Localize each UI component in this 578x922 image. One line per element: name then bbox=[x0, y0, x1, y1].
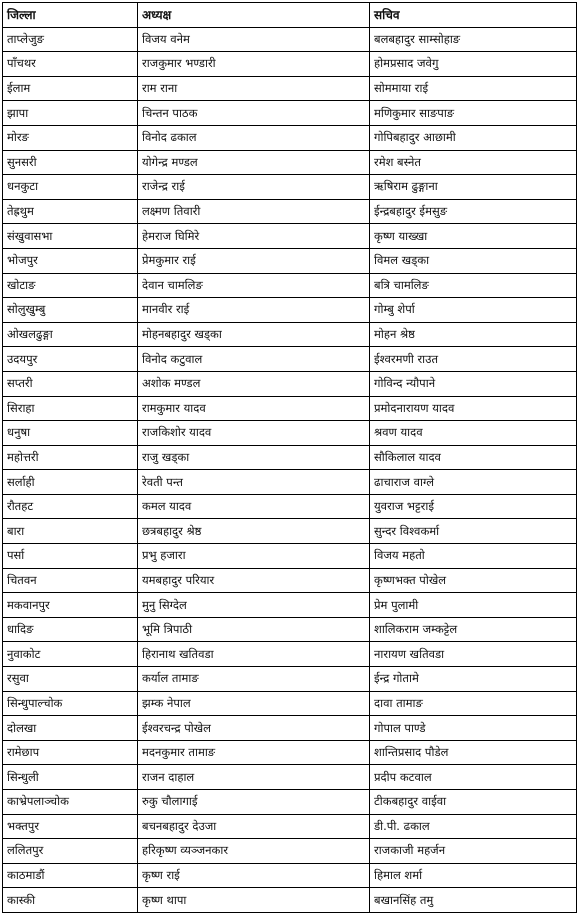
secretary-cell: राजकाजी महर्जन bbox=[370, 839, 577, 864]
district-cell: सिन्धुली bbox=[3, 765, 138, 790]
chairperson-cell: बचनबहादुर देउजा bbox=[138, 814, 370, 839]
district-cell: रामेछाप bbox=[3, 740, 138, 765]
district-cell: धादिङ bbox=[3, 617, 138, 642]
table-row bbox=[3, 199, 577, 224]
district-cell: महोत्तरी bbox=[3, 445, 138, 470]
table-row bbox=[3, 76, 577, 101]
table-row bbox=[3, 839, 577, 864]
chairperson-cell: राजकिशोर यादव bbox=[138, 421, 370, 446]
table-row bbox=[3, 52, 577, 77]
chairperson-cell: राम राना bbox=[138, 76, 370, 101]
chairperson-cell: देवान चामलिङ bbox=[138, 273, 370, 298]
secretary-cell: डी.पी. ढकाल bbox=[370, 814, 577, 839]
secretary-cell: दावा तामाङ bbox=[370, 691, 577, 716]
table-row bbox=[3, 470, 577, 495]
secretary-cell: विमल खड्का bbox=[370, 248, 577, 273]
district-cell: भक्तपुर bbox=[3, 814, 138, 839]
table-row bbox=[3, 617, 577, 642]
district-cell: काठमाडौं bbox=[3, 863, 138, 888]
secretary-cell: गोपाल पाण्डे bbox=[370, 716, 577, 741]
secretary-cell: बलबहादुर साम्सोहाङ bbox=[370, 27, 577, 52]
table-row bbox=[3, 322, 577, 347]
table-row bbox=[3, 544, 577, 569]
table-row bbox=[3, 125, 577, 150]
header-secretary: सचिव bbox=[370, 3, 577, 28]
table-row bbox=[3, 371, 577, 396]
chairperson-cell: योगेन्द्र मण्डल bbox=[138, 150, 370, 175]
secretary-cell: शालिकराम जम्कट्टेल bbox=[370, 617, 577, 642]
district-cell: तेह्रथुम bbox=[3, 199, 138, 224]
chairperson-cell: ईश्वरचन्द्र पोखेल bbox=[138, 716, 370, 741]
district-cell: रौतहट bbox=[3, 494, 138, 519]
district-cell: झापा bbox=[3, 101, 138, 126]
chairperson-cell: प्रेमकुमार राई bbox=[138, 248, 370, 273]
table-row bbox=[3, 642, 577, 667]
table-row bbox=[3, 888, 577, 913]
secretary-cell: कृष्ण याख्खा bbox=[370, 224, 577, 249]
district-cell: रसुवा bbox=[3, 667, 138, 692]
chairperson-cell: मोहनबहादुर खड्का bbox=[138, 322, 370, 347]
secretary-cell: विजय महतो bbox=[370, 544, 577, 569]
table-row bbox=[3, 593, 577, 618]
table-row bbox=[3, 101, 577, 126]
secretary-cell: सुन्दर विश्वकर्मा bbox=[370, 519, 577, 544]
district-officials-table bbox=[2, 2, 577, 913]
secretary-cell: शान्तिप्रसाद पौडेल bbox=[370, 740, 577, 765]
chairperson-cell: कृष्ण थापा bbox=[138, 888, 370, 913]
secretary-cell: प्रमोदनारायण यादव bbox=[370, 396, 577, 421]
district-cell: ईलाम bbox=[3, 76, 138, 101]
table-row bbox=[3, 445, 577, 470]
secretary-cell: ढाचाराज वाग्ले bbox=[370, 470, 577, 495]
district-cell: पाँचथर bbox=[3, 52, 138, 77]
district-cell: चितवन bbox=[3, 568, 138, 593]
district-cell: ओखलढुङ्गा bbox=[3, 322, 138, 347]
chairperson-cell: अशोक मण्डल bbox=[138, 371, 370, 396]
district-cell: धनकुटा bbox=[3, 175, 138, 200]
secretary-cell: कृष्णभक्त पोखेल bbox=[370, 568, 577, 593]
table-row bbox=[3, 396, 577, 421]
table-row bbox=[3, 691, 577, 716]
chairperson-cell: प्रभु हजारा bbox=[138, 544, 370, 569]
table-row bbox=[3, 298, 577, 323]
secretary-cell: युवराज भट्टराई bbox=[370, 494, 577, 519]
table-header-row bbox=[3, 3, 577, 28]
table-row bbox=[3, 347, 577, 372]
table-row bbox=[3, 765, 577, 790]
secretary-cell: श्रवण यादव bbox=[370, 421, 577, 446]
chairperson-cell: राजेन्द्र राई bbox=[138, 175, 370, 200]
chairperson-cell: हेमराज घिमिरे bbox=[138, 224, 370, 249]
chairperson-cell: रेवती पन्त bbox=[138, 470, 370, 495]
table-row bbox=[3, 224, 577, 249]
secretary-cell: ऋषिराम ढुङ्गाना bbox=[370, 175, 577, 200]
table-row bbox=[3, 248, 577, 273]
district-cell: सिराहा bbox=[3, 396, 138, 421]
district-cell: उदयपुर bbox=[3, 347, 138, 372]
table-row bbox=[3, 667, 577, 692]
secretary-cell: सोममाया राई bbox=[370, 76, 577, 101]
district-cell: धनुषा bbox=[3, 421, 138, 446]
secretary-cell: प्रदीप कटवाल bbox=[370, 765, 577, 790]
district-cell: सप्तरी bbox=[3, 371, 138, 396]
chairperson-cell: रामकुमार यादव bbox=[138, 396, 370, 421]
secretary-cell: नारायण खतिवडा bbox=[370, 642, 577, 667]
table-row bbox=[3, 790, 577, 815]
secretary-cell: बखानसिंह तमु bbox=[370, 888, 577, 913]
district-office-table-container bbox=[2, 2, 576, 913]
secretary-cell: होमप्रसाद जवेगु bbox=[370, 52, 577, 77]
chairperson-cell: हिरानाथ खतिवडा bbox=[138, 642, 370, 667]
chairperson-cell: राजु खड्का bbox=[138, 445, 370, 470]
chairperson-cell: मदनकुमार तामाङ bbox=[138, 740, 370, 765]
secretary-cell: गोपिबहादुर आछामी bbox=[370, 125, 577, 150]
secretary-cell: बत्रि चामलिङ bbox=[370, 273, 577, 298]
secretary-cell: टीकबहादुर वाईवा bbox=[370, 790, 577, 815]
chairperson-cell: हरिकृष्ण व्यञ्जनकार bbox=[138, 839, 370, 864]
chairperson-cell: विनोद ढकाल bbox=[138, 125, 370, 150]
district-cell: कास्की bbox=[3, 888, 138, 913]
chairperson-cell: कर्याल तामाङ bbox=[138, 667, 370, 692]
chairperson-cell: राजकुमार भण्डारी bbox=[138, 52, 370, 77]
secretary-cell: ईश्वरमणी राउत bbox=[370, 347, 577, 372]
secretary-cell: सौकिलाल यादव bbox=[370, 445, 577, 470]
district-cell: पर्सा bbox=[3, 544, 138, 569]
chairperson-cell: मुनु सिग्देल bbox=[138, 593, 370, 618]
chairperson-cell: यमबहादुर परियार bbox=[138, 568, 370, 593]
district-cell: सोलुखुम्बु bbox=[3, 298, 138, 323]
district-cell: संखुवासभा bbox=[3, 224, 138, 249]
district-cell: मोरङ bbox=[3, 125, 138, 150]
district-cell: सुनसरी bbox=[3, 150, 138, 175]
chairperson-cell: कमल यादव bbox=[138, 494, 370, 519]
chairperson-cell: झम्क नेपाल bbox=[138, 691, 370, 716]
district-cell: दोलखा bbox=[3, 716, 138, 741]
chairperson-cell: मानवीर राई bbox=[138, 298, 370, 323]
header-district: जिल्ला bbox=[3, 3, 138, 28]
table-row bbox=[3, 519, 577, 544]
district-cell: काभ्रेपलाञ्चोक bbox=[3, 790, 138, 815]
district-cell: मकवानपुर bbox=[3, 593, 138, 618]
header-chairperson: अध्यक्ष bbox=[138, 3, 370, 28]
table-row bbox=[3, 494, 577, 519]
table-row bbox=[3, 716, 577, 741]
chairperson-cell: छत्रबहादुर श्रेष्ठ bbox=[138, 519, 370, 544]
district-cell: सिन्धुपाल्चोक bbox=[3, 691, 138, 716]
secretary-cell: रमेश बस्नेत bbox=[370, 150, 577, 175]
chairperson-cell: राजन दाहाल bbox=[138, 765, 370, 790]
district-cell: सर्लाही bbox=[3, 470, 138, 495]
table-row bbox=[3, 150, 577, 175]
secretary-cell: गोविन्द न्यौपाने bbox=[370, 371, 577, 396]
chairperson-cell: कृष्ण राई bbox=[138, 863, 370, 888]
chairperson-cell: भूमि त्रिपाठी bbox=[138, 617, 370, 642]
table-row bbox=[3, 421, 577, 446]
table-row bbox=[3, 814, 577, 839]
chairperson-cell: लक्ष्मण तिवारी bbox=[138, 199, 370, 224]
table-row bbox=[3, 175, 577, 200]
table-row bbox=[3, 863, 577, 888]
secretary-cell: हिमाल शर्मा bbox=[370, 863, 577, 888]
chairperson-cell: विजय वनेम bbox=[138, 27, 370, 52]
district-cell: भोजपुर bbox=[3, 248, 138, 273]
secretary-cell: मणिकुमार साङपाङ bbox=[370, 101, 577, 126]
table-body bbox=[3, 27, 577, 912]
secretary-cell: ईन्द्र गोतामे bbox=[370, 667, 577, 692]
district-cell: बारा bbox=[3, 519, 138, 544]
table-row bbox=[3, 740, 577, 765]
district-cell: नुवाकोट bbox=[3, 642, 138, 667]
table-row bbox=[3, 273, 577, 298]
secretary-cell: ईन्द्रबहादुर ईमसुङ bbox=[370, 199, 577, 224]
chairperson-cell: विनोद कटुवाल bbox=[138, 347, 370, 372]
secretary-cell: प्रेम पुलामी bbox=[370, 593, 577, 618]
secretary-cell: मोहन श्रेष्ठ bbox=[370, 322, 577, 347]
secretary-cell: गोम्बु शेर्पा bbox=[370, 298, 577, 323]
district-cell: ललितपुर bbox=[3, 839, 138, 864]
district-cell: खोटाङ bbox=[3, 273, 138, 298]
chairperson-cell: रुकु चौलागाई bbox=[138, 790, 370, 815]
table-row bbox=[3, 568, 577, 593]
table-row bbox=[3, 27, 577, 52]
district-cell: ताप्लेजुङ bbox=[3, 27, 138, 52]
chairperson-cell: चिन्तन पाठक bbox=[138, 101, 370, 126]
